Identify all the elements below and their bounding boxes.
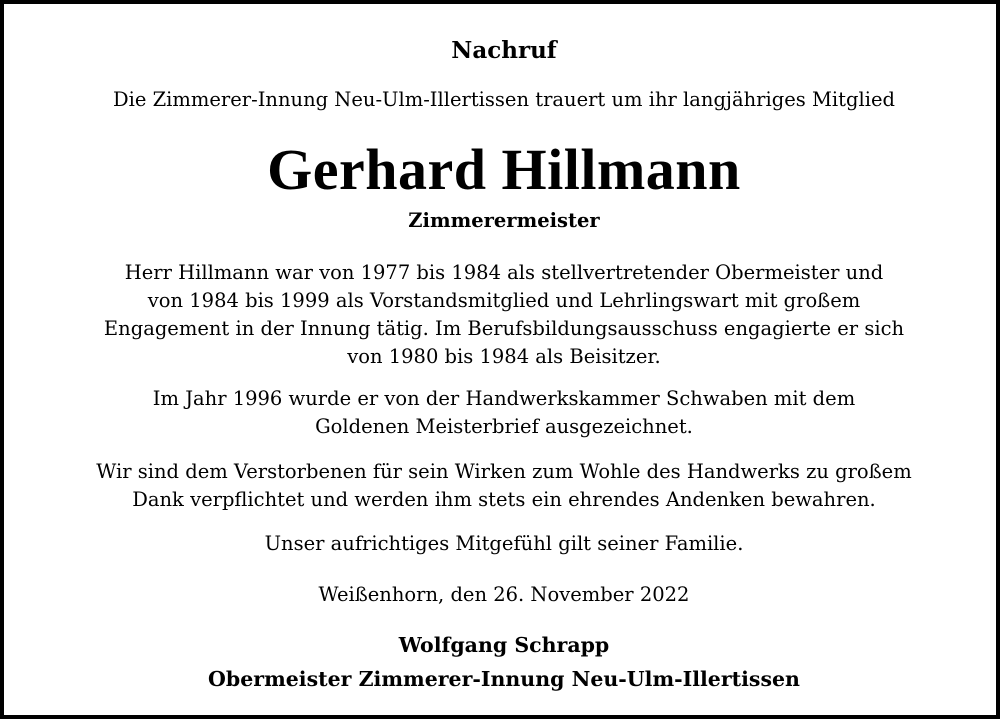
paragraph-line: von 1984 bis 1999 als Vorstandsmitglied und Lehrlingswart mit großem [147, 289, 861, 312]
paragraph-line: Im Jahr 1996 wurde er von der Handwerkskammer Schwaben mit dem [152, 387, 856, 410]
notice-intro: Die Zimmerer-Innung Neu-Ulm-Illertissen trauert um ihr langjähriges Mitglied [113, 88, 895, 111]
paragraph-line: Herr Hillmann war von 1977 bis 1984 als stellvertretender Obermeister und [124, 261, 884, 284]
paragraph-line: Engagement in der Innung tätig. Im Berufsbildungsausschuss engagierte er sich [103, 317, 905, 340]
paragraph-line: Unser aufrichtiges Mitgefühl gilt seiner Familie. [264, 532, 744, 555]
paragraph-line: Wir sind dem Verstorbenen für sein Wirken zum Wohle des Handwerks zu großem [96, 460, 912, 483]
place-date: Weißenhorn, den 26. November 2022 [318, 583, 690, 606]
signer-name: Wolfgang Schrapp [398, 633, 610, 657]
deceased-profession: Zimmerermeister [408, 209, 600, 232]
paragraph-line: Goldenen Meisterbrief ausgezeichnet. [315, 415, 693, 438]
notice-heading: Nachruf [451, 37, 557, 64]
signer-title: Obermeister Zimmerer-Innung Neu-Ulm-Illertissen [208, 667, 800, 691]
paragraph-line: von 1980 bis 1984 als Beisitzer. [347, 345, 661, 368]
paragraph-line: Dank verpflichtet und werden ihm stets ein ehrendes Andenken bewahren. [132, 488, 876, 511]
deceased-name: Gerhard Hillmann [267, 137, 741, 202]
